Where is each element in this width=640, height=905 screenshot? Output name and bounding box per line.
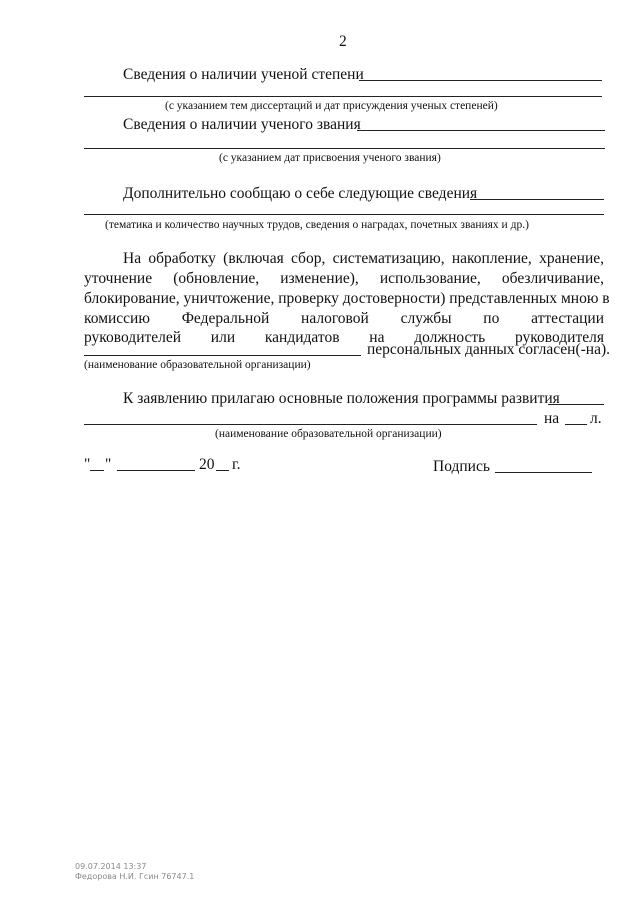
degree-input-line[interactable]: [359, 80, 602, 81]
degree-label: Сведения о наличии ученой степени: [123, 66, 364, 83]
signature-line[interactable]: [495, 472, 592, 473]
program-note: (наименование образовательной организации): [215, 428, 442, 440]
consent-line-4: комиссию Федеральной налоговой службы по аттестации: [84, 310, 604, 327]
title-label: Сведения о наличии ученого звания: [123, 116, 361, 133]
date-quote-close: ": [105, 456, 112, 473]
additional-note: (тематика и количество научных трудов, сведения о наградах, почетных званиях и др.): [105, 219, 529, 231]
degree-note: (с указанием тем диссертаций и дат присуждения ученых степеней): [165, 100, 498, 112]
signature-label: Подпись: [433, 458, 490, 475]
consent-line-1: На обработку (включая сбор, систематизацию, накопление, хранение,: [123, 250, 604, 267]
program-input-line[interactable]: [548, 404, 604, 405]
title-details-line[interactable]: [84, 148, 605, 149]
program-term-line[interactable]: [565, 424, 587, 425]
consent-line-2: уточнение (обновление, изменение), использование, обезличивание,: [84, 270, 604, 287]
consent-tail: персональных данных согласен(-на).: [367, 341, 610, 358]
consent-line-5: руководителей или кандидатов на должность руководителя: [84, 329, 604, 346]
print-stamp-line-1: 09.07.2014 13:37: [75, 862, 147, 871]
date-quote-open: ": [84, 456, 91, 473]
degree-details-line[interactable]: [84, 96, 602, 97]
program-term-prefix: на: [544, 410, 560, 427]
program-term-suffix: л.: [590, 410, 602, 427]
date-year-prefix: 20: [199, 456, 215, 473]
print-stamp-line-2: Федорова Н.И. Гсин 76747.1: [75, 872, 195, 881]
additional-details-line[interactable]: [84, 214, 604, 215]
consent-line-3: блокирование, уничтожение, проверку достоверности) представленных мною в: [84, 290, 610, 307]
date-year-line[interactable]: [216, 470, 229, 471]
additional-input-line[interactable]: [470, 199, 604, 200]
consent-note: (наименование образовательной организации): [84, 359, 311, 371]
title-input-line[interactable]: [357, 130, 605, 131]
title-note: (с указанием дат присвоения ученого звания): [219, 152, 441, 164]
program-label: К заявлению прилагаю основные положения программы развития: [123, 390, 560, 407]
date-year-suffix: г.: [232, 456, 241, 473]
date-day-line[interactable]: [90, 470, 104, 471]
consent-organization-line[interactable]: [84, 355, 361, 356]
page-number: 2: [339, 33, 347, 50]
program-details-line[interactable]: [84, 424, 537, 425]
additional-label: Дополнительно сообщаю о себе следующие сведения: [123, 185, 478, 202]
date-month-line[interactable]: [117, 470, 195, 471]
